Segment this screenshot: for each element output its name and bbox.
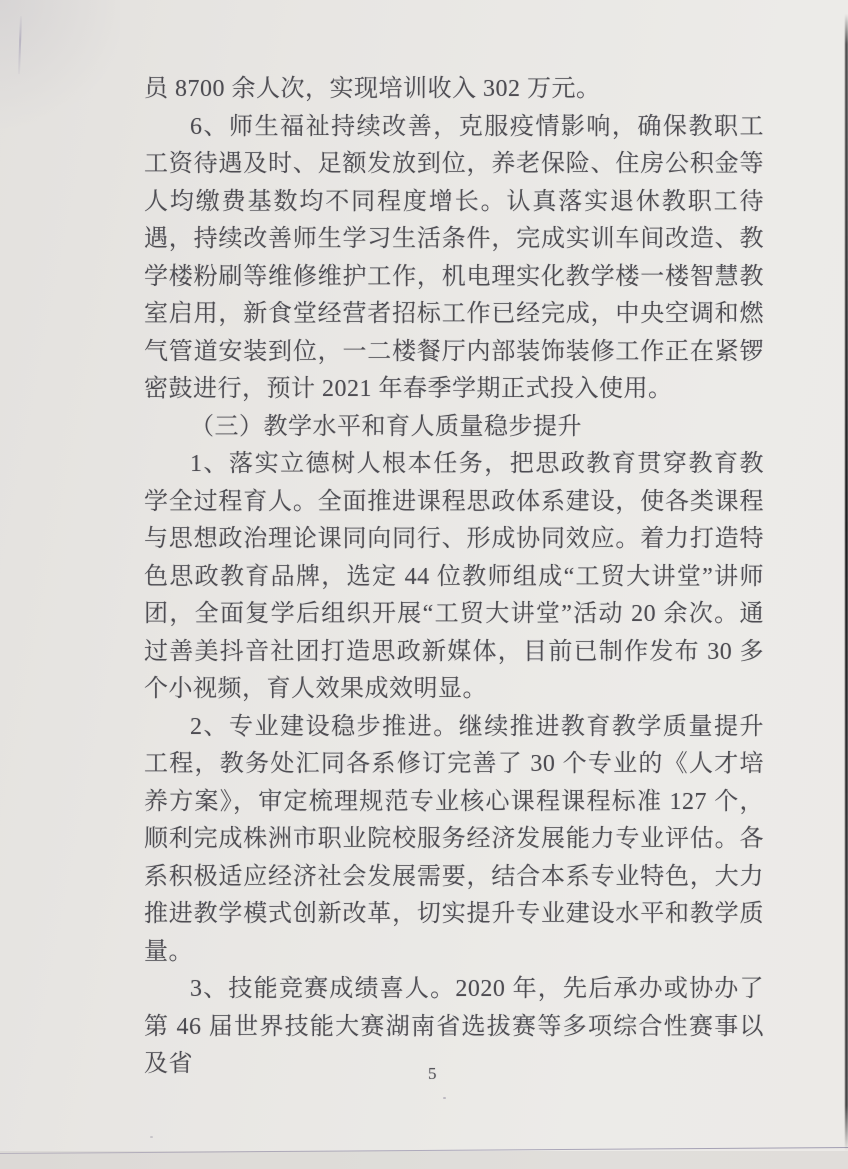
section-heading: （三）教学水平和育人质量稳步提升 (190, 413, 582, 440)
page-number: 5 (428, 1064, 437, 1083)
body-paragraph: 员 8700 余人次，实现培训收入 302 万元。 (144, 76, 601, 102)
body-paragraph: 1、落实立德树人根本任务，把思政教育贯穿教育教学全过程育人。全面推进课程思政体系建设，使各类课程与思想政治理论课同向同行、形成协同效应。着力打造特色思政教育品牌，选定 44 位教师组成“工贸大讲堂”讲师团，全面复学后组织开展“工贸大讲堂”活动 20 余次。通过善美抖音社团打造思政新媒体，目前已制作发布 30 多个小视频，育人效果成效明显。 (144, 451, 764, 702)
scan-mark-topleft (18, 16, 22, 74)
body-paragraph: 6、师生福祉持续改善，克服疫情影响，确保教职工工资待遇及时、足额发放到位，养老保险、住房公积金等人均缴费基数均不同程度增长。认真落实退休教职工待遇，持续改善师生学习生活条件，完成实训车间改造、教学楼粉刷等维修维护工作，机电理实化教学楼一楼智慧教室启用，新食堂经营者招标工作已经完成，中央空调和燃气管道安装到位，一二楼餐厅内部装饰装修工作正在紧锣密鼓进行，预计 2021 年春季学期正式投入使用。 (144, 113, 764, 402)
body-paragraph: 3、技能竞赛成绩喜人。2020 年，先后承办或协办了第 46 届世界技能大赛湖南省选拔赛等多项综合性赛事以及省 (144, 976, 764, 1077)
scan-bottom-shade (0, 1151, 848, 1169)
document-text (144, 71, 764, 1084)
body-paragraph: 2、专业建设稳步推进。继续推进教育教学质量提升工程，教务处汇同各系修订完善了 30 个专业的《人才培养方案》，审定梳理规范专业核心课程课程标准 127 个，顺利完成株洲市职业院校服务经济发展能力专业评估。各系积极适应经济社会发展需要，结合本系专业特色，大力推进教学模式创新改革，切实提升专业建设水平和教学质量。 (144, 713, 764, 965)
dust-specks (443, 1097, 446, 1099)
